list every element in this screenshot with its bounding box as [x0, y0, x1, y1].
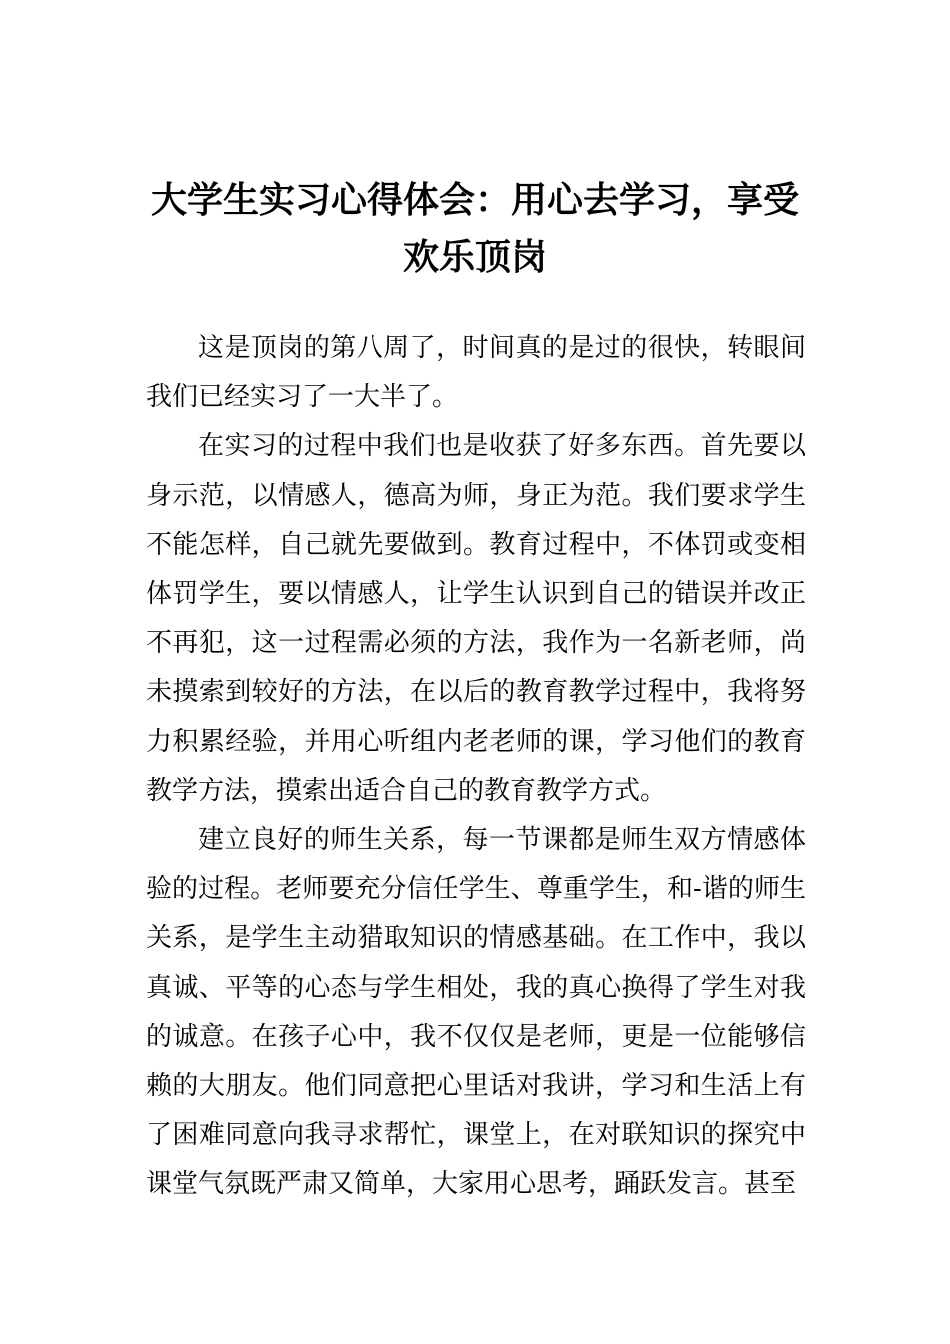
- paragraph: 这是顶岗的第八周了，时间真的是过的很快，转眼间我们已经实习了一大半了。: [146, 333, 806, 413]
- document-title: 大学生实习心得体会：用心去学习，享受欢乐顶岗: [150, 180, 799, 278]
- paragraph: 在实习的过程中我们也是收获了好多东西。首先要以身示范，以情感人，德高为师，身正为范。我们要求学生不能怎样，自己就先要做到。教育过程中，不体罚或变相体罚学生，要以情感人，让学生认识到自己的错误并改正不再犯，这一过程需必须的方法，我作为一名新老师，尚未摸索到较好的方法，在以后的教育教学过程中，我将努力积累经验，并用心听组内老老师的课，学习他们的教育教学方法，摸索出适合自己的教育教学方式。: [146, 431, 806, 806]
- paragraph: 建立良好的师生关系，每一节课都是师生双方情感体验的过程。老师要充分信任学生、尊重学生，和-谐的师生关系，是学生主动猎取知识的情感基础。在工作中，我以真诚、平等的心态与学生相处，我的真心换得了学生对我的诚意。在孩子心中，我不仅仅是老师，更是一位能够信赖的大朋友。他们同意把心里话对我讲，学习和生活上有了困难同意向我寻求帮忙，课堂上，在对联知识的探究中课堂气氛既严肃又简单，大家用心思考，踊跃发言。甚至: [146, 825, 806, 1200]
- document-body: [146, 324, 806, 1210]
